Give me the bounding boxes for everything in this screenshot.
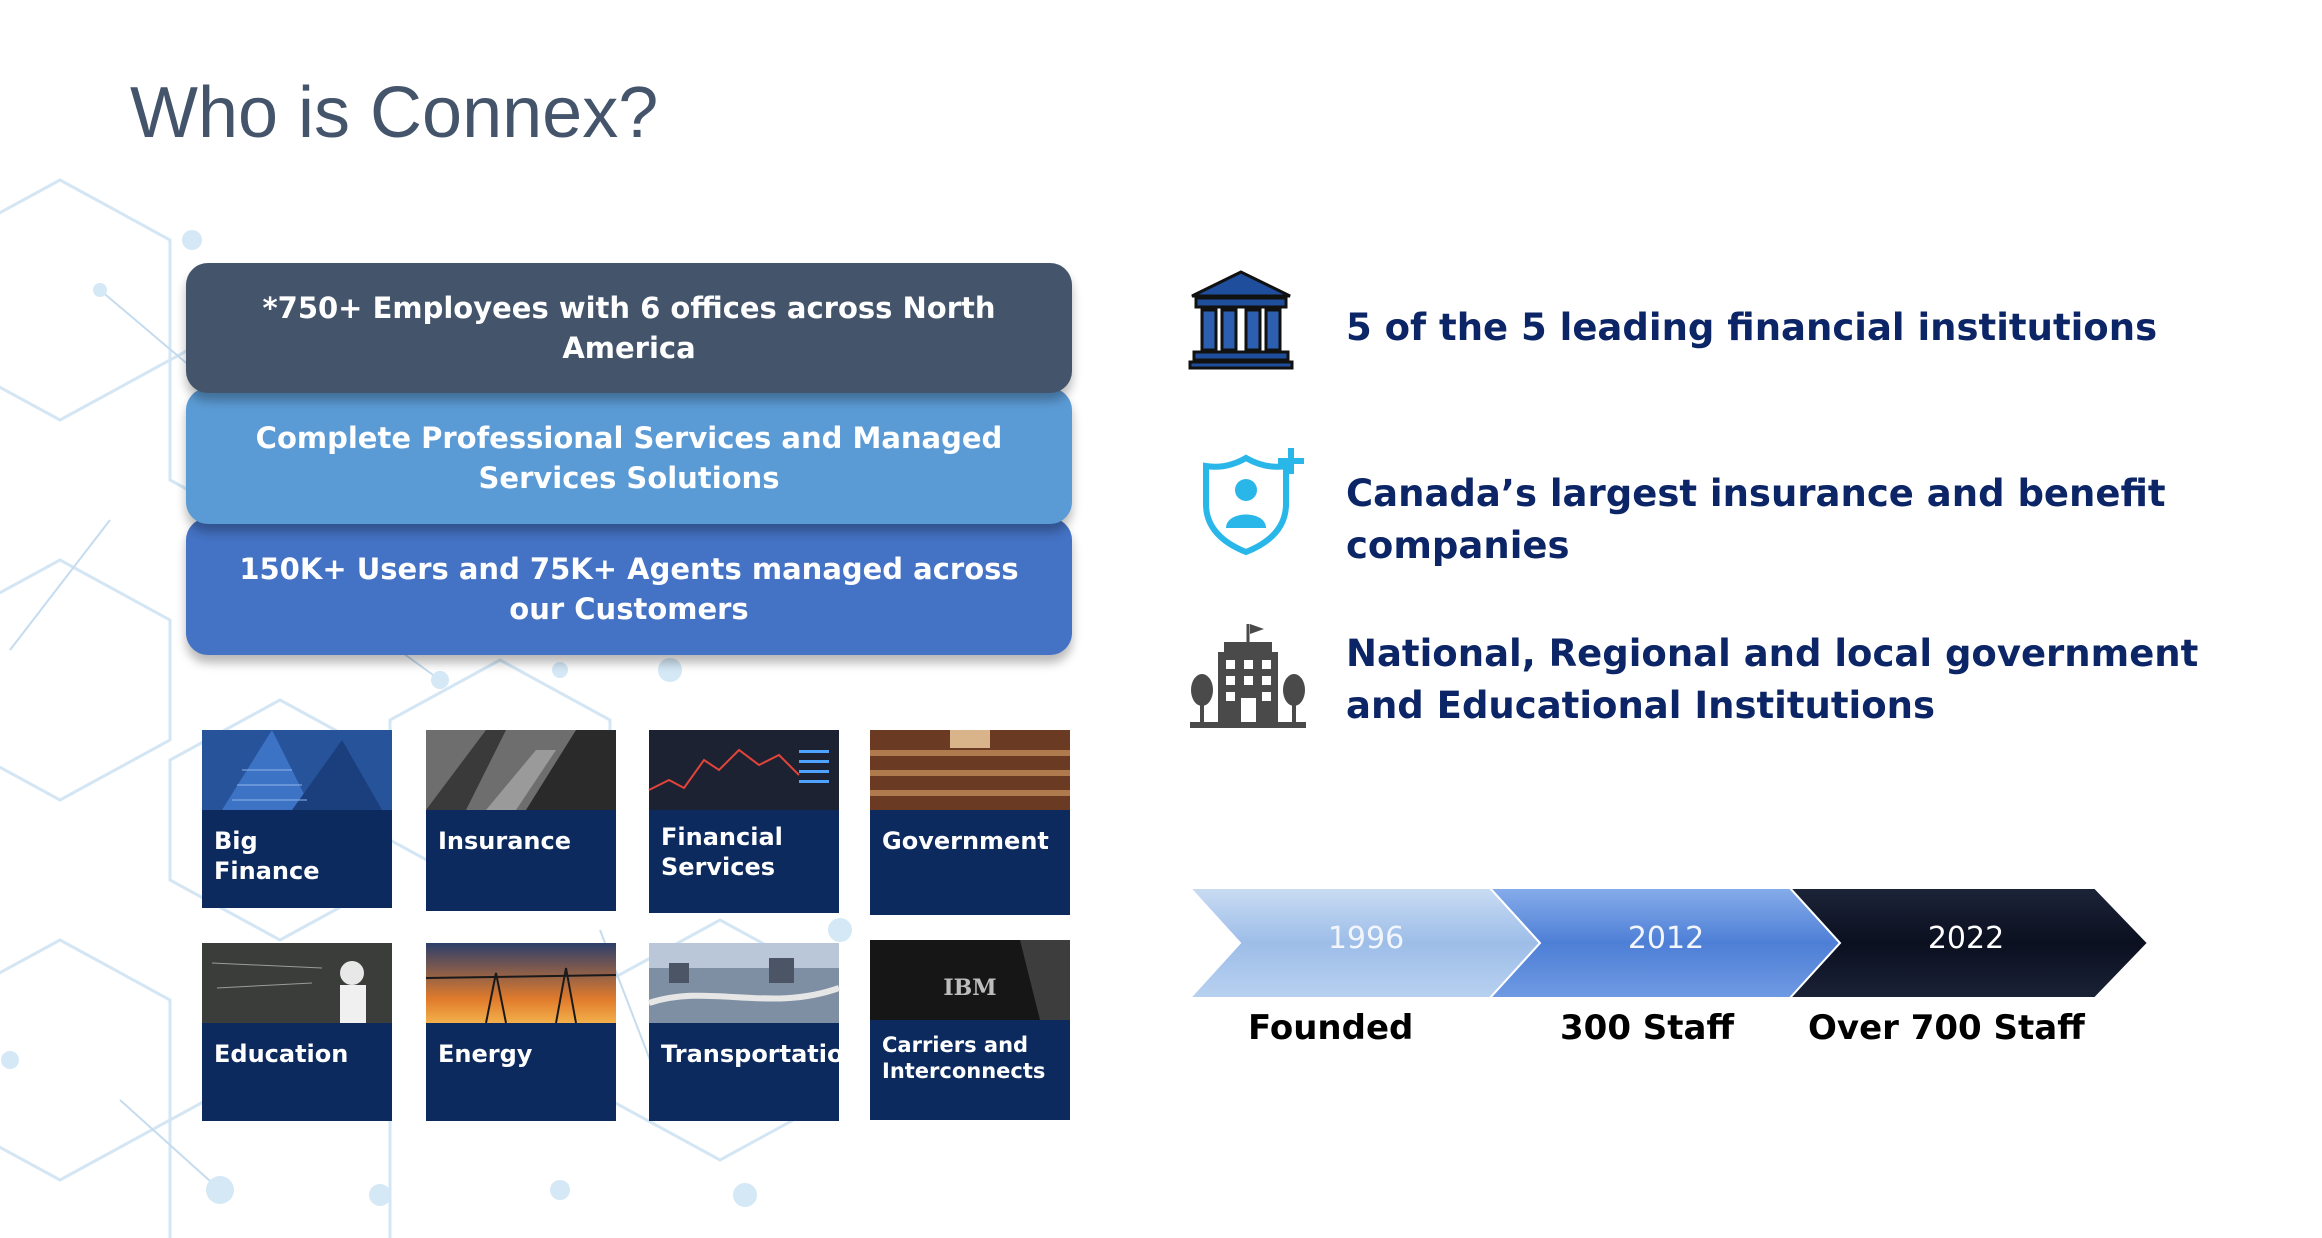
timeline-label-700-staff: Over 700 Staff — [1808, 1008, 2085, 1048]
fact-banner-users — [186, 518, 1072, 655]
industry-tile-energy — [426, 943, 616, 1121]
industry-tile-transportation — [649, 943, 861, 1121]
client-financial-institutions: 5 of the 5 leading financial institutions — [1346, 306, 2158, 349]
timeline-year-2012: 2012 — [1627, 921, 1705, 956]
timeline-year-1996: 1996 — [1327, 921, 1405, 956]
stock-chart-photo — [649, 730, 839, 810]
client-government-education: National, Regional and local government and Educational Institutions — [1346, 632, 2199, 727]
industry-label: Government — [882, 827, 1049, 855]
industry-tile-carriers — [870, 940, 1070, 1120]
skyscraper-photo — [202, 730, 392, 810]
power-lines-photo — [426, 943, 616, 1023]
shield-person-icon — [1198, 444, 1314, 556]
industry-label: Financial Services — [661, 823, 783, 881]
svg-text:IBM: IBM — [943, 975, 997, 1001]
chalkboard-photo — [202, 943, 392, 1023]
fact-text: *750+ Employees with 6 offices across North America — [262, 291, 996, 365]
industry-label: Carriers and Interconnects — [882, 1033, 1046, 1083]
timeline-year-2022: 2022 — [1927, 921, 2005, 956]
industry-tile-financial-services — [649, 730, 839, 913]
bank-icon — [1188, 268, 1294, 370]
industry-label: Education — [214, 1040, 349, 1068]
fact-text: 150K+ Users and 75K+ Agents managed across our Customers — [239, 551, 1019, 626]
industry-tile-government — [870, 730, 1070, 915]
page-title: Who is Connex? — [130, 73, 659, 153]
industry-label: Transportation — [661, 1040, 861, 1068]
fact-banner-services — [186, 388, 1072, 524]
industry-tile-big-finance — [202, 730, 392, 908]
client-insurance-companies: Canada’s largest insurance and benefit companies — [1346, 472, 2166, 567]
industry-tile-insurance — [426, 730, 616, 911]
parliament-photo — [870, 730, 1070, 810]
industry-tile-education — [202, 943, 392, 1121]
industry-label: Insurance — [438, 827, 572, 855]
timeline-label-founded: Founded — [1248, 1008, 1414, 1048]
fact-banner-employees — [186, 263, 1072, 393]
industry-label: Big Finance — [214, 827, 320, 885]
timeline-label-300-staff: 300 Staff — [1560, 1008, 1735, 1048]
highway-photo — [649, 943, 839, 1023]
government-building-icon — [1188, 620, 1308, 732]
buildings-photo — [426, 730, 616, 810]
ibm-sign-photo — [870, 940, 1070, 1020]
industry-label: Energy — [438, 1040, 533, 1068]
fact-text: Complete Professional Services and Managed Services Solutions — [255, 421, 1003, 495]
